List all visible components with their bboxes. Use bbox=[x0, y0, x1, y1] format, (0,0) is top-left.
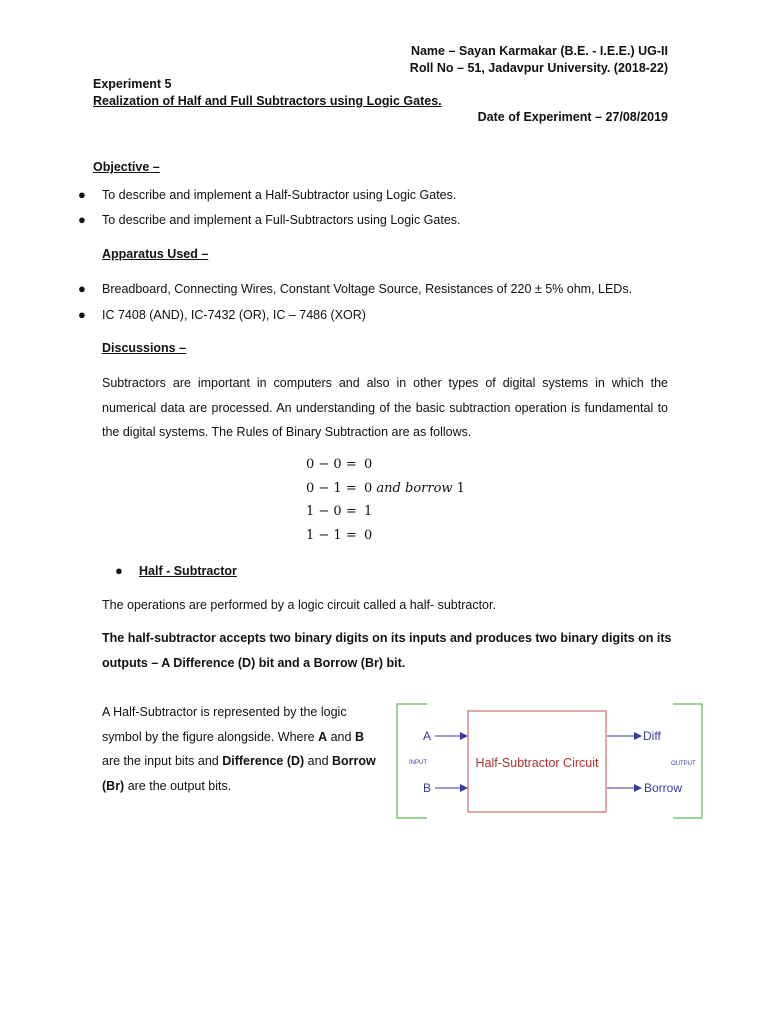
desc-text: are the output bits. bbox=[124, 778, 232, 793]
desc-text: and bbox=[304, 754, 333, 768]
half-subtractor-line2: The half-subtractor accepts two binary digits on its inputs and produces two binary digits on its outputs – A Difference (D) bit and a Borrow (Br) bit. bbox=[102, 631, 672, 670]
objective-item: To describe and implement a Half-Subtractor using Logic Gates. bbox=[102, 188, 457, 202]
desc-text: and bbox=[327, 729, 355, 744]
roll-number: Roll No – 51, Jadavpur University. (2018-22) bbox=[409, 61, 668, 75]
discussions-heading: Discussions – bbox=[102, 341, 187, 355]
rule-row bbox=[306, 457, 372, 472]
input-b-label: B bbox=[423, 781, 432, 795]
rule-lhs: 1 − 1 = bbox=[306, 528, 357, 543]
half-subtractor-description bbox=[102, 700, 380, 798]
desc-bold: A bbox=[318, 729, 328, 744]
rule-tail: 1 bbox=[456, 481, 465, 496]
half-subtractor-line1: The operations are performed by a logic circuit called a half- subtractor. bbox=[102, 598, 496, 612]
rule-extra: and borrow bbox=[376, 481, 453, 496]
desc-bold: Difference (D) bbox=[222, 754, 305, 768]
output-label: OUTPUT bbox=[671, 761, 696, 767]
half-subtractor-heading: Half - Subtractor bbox=[139, 564, 237, 578]
apparatus-item: Breadboard, Connecting Wires, Constant Voltage Source, Resistances of 220 ± 5% ohm, LEDs. bbox=[102, 282, 633, 296]
half-subtractor-diagram bbox=[395, 702, 705, 820]
rule-row bbox=[306, 528, 372, 543]
experiment-number: Experiment 5 bbox=[93, 77, 172, 91]
bullet-icon: ● bbox=[115, 563, 123, 578]
experiment-title: Realization of Half and Full Subtractors using Logic Gates. bbox=[93, 94, 442, 108]
desc-text: are the input bits and bbox=[102, 754, 223, 768]
rule-rhs: 0 bbox=[364, 457, 373, 472]
rule-row bbox=[306, 481, 465, 496]
experiment-date: Date of Experiment – 27/08/2019 bbox=[477, 110, 668, 124]
desc-bold: Borrow (Br) bbox=[102, 754, 376, 793]
apparatus-item: IC 7408 (AND), IC-7432 (OR), IC – 7486 (XOR) bbox=[102, 308, 366, 322]
output-diff-label: Diff bbox=[643, 729, 661, 743]
objective-item: To describe and implement a Full-Subtractors using Logic Gates. bbox=[102, 213, 461, 227]
apparatus-heading: Apparatus Used – bbox=[102, 247, 209, 261]
bullet-icon: ● bbox=[78, 212, 86, 227]
rule-rhs: 0 bbox=[364, 481, 373, 496]
rule-lhs: 0 − 0 = bbox=[306, 457, 357, 472]
input-a-label: A bbox=[423, 729, 432, 743]
author-name: Name – Sayan Karmakar (B.E. - I.E.E.) UG-II bbox=[410, 44, 668, 58]
desc-text: A Half-Subtractor is represented by the logic symbol by the figure alongside. Where bbox=[102, 705, 347, 744]
rule-row bbox=[306, 504, 372, 519]
input-label: INPUT bbox=[409, 760, 427, 766]
bullet-icon: ● bbox=[78, 307, 86, 322]
discussions-paragraph: Subtractors are important in computers and also in other types of digital systems in which the numerical data are processed. An understanding of the basic subtraction operation is fundamental to the digital systems. The Rules of Binary Subtraction are as follows. bbox=[102, 376, 668, 439]
rule-rhs: 0 bbox=[364, 528, 373, 543]
desc-bold: B bbox=[354, 729, 364, 744]
rule-rhs: 1 bbox=[364, 504, 373, 519]
output-borrow-label: Borrow bbox=[644, 781, 683, 795]
objective-heading: Objective – bbox=[93, 160, 160, 174]
rule-lhs: 0 − 1 = bbox=[306, 481, 357, 496]
rule-lhs: 1 − 0 = bbox=[306, 504, 357, 519]
bullet-icon: ● bbox=[78, 281, 86, 296]
block-label: Half-Subtractor Circuit bbox=[475, 756, 599, 770]
bullet-icon: ● bbox=[78, 187, 86, 202]
